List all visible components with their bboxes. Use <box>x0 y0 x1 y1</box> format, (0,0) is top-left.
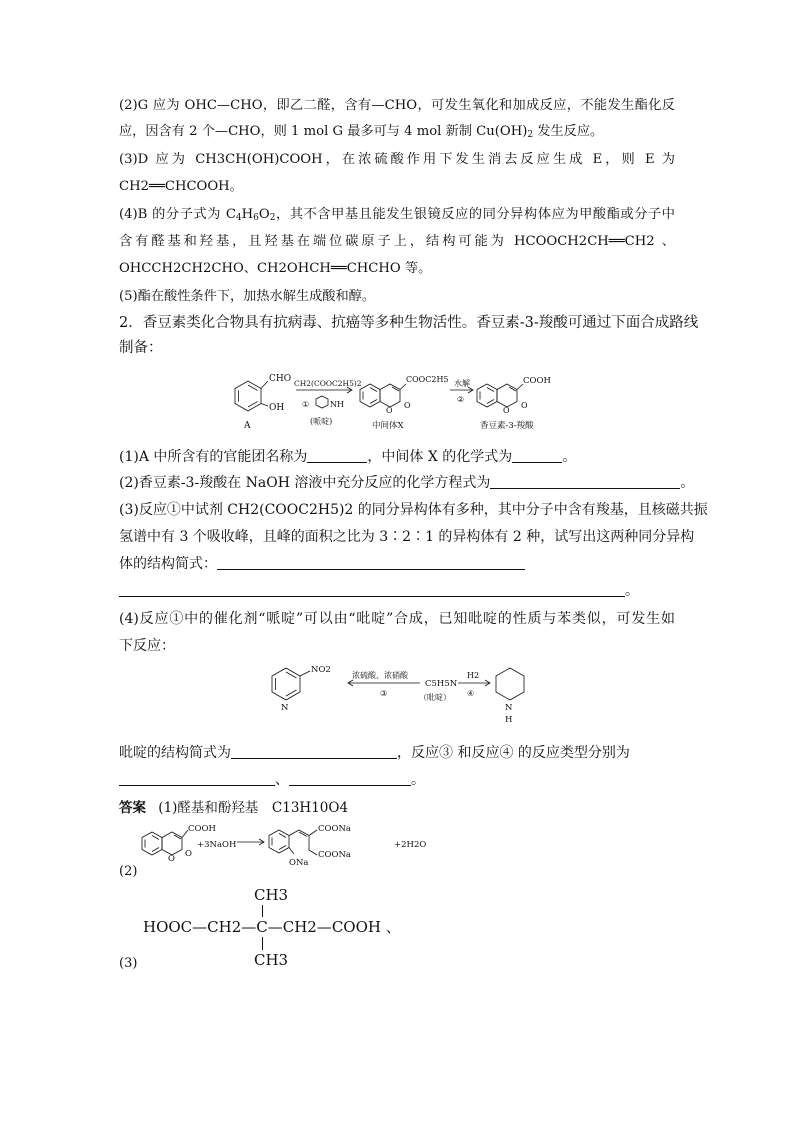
bond-line <box>262 905 263 917</box>
oh-label: OH <box>269 403 285 413</box>
intermediate-label: 中间体X <box>372 421 404 431</box>
oxygen-label: O <box>521 401 528 410</box>
answer-label: 答案 <box>119 800 146 816</box>
hydrogen-label: H <box>505 715 513 725</box>
text-line: CH2══CHCOOH。 <box>119 179 243 194</box>
cooh-label: COOH <box>188 824 216 834</box>
nitrogen-label: N <box>281 703 289 713</box>
product-label: 香豆素-3-羧酸 <box>480 421 534 431</box>
answer-blank[interactable] <box>231 745 397 759</box>
answer-blank[interactable] <box>217 556 525 570</box>
subquestion-3: (3)反应①中试剂 CH2(COOC2H5)2 的同分异构体有多种，其中分子中含有羧基，且核磁共振 <box>119 502 708 518</box>
methyl-bottom: CH3 <box>254 951 289 969</box>
reagent-label: CH2(COOC2H5)2 <box>294 379 362 388</box>
water-label: +2H2O <box>394 840 427 850</box>
oxygen-label: O <box>404 401 411 410</box>
oxygen-label: O <box>386 406 393 415</box>
answer-3-structure: HOOC—CH2—C—CH2—COOH 、 <box>143 918 401 936</box>
text-line: 应，因含有 2 个—CHO，则 1 mol G 最多可与 4 mol 新制 $Cu(OH)_2$ 发生反应。 <box>119 124 604 140</box>
answer-3-label: (3) <box>119 956 138 971</box>
bond-line <box>262 937 263 950</box>
subquestion-4: 下反应： <box>119 638 175 654</box>
answer-blank[interactable] <box>512 449 562 463</box>
text-line: OHCCH2CH2CHO、CH2OHCH══CHCHO 等。 <box>119 261 432 276</box>
text-line: (5)酯在酸性条件下，加热水解生成酸和醇。 <box>119 289 376 304</box>
answer-blank[interactable] <box>307 449 367 463</box>
subquestion-4: 、 。 <box>119 771 425 789</box>
answer-blank[interactable] <box>119 583 625 597</box>
step-label: ④ <box>467 689 475 698</box>
subquestion-3: 。 <box>119 582 639 600</box>
answer-2-label: (2) <box>119 864 138 879</box>
reagent-label: 水解 <box>454 379 470 388</box>
text-line: 含有醛基和羟基，且羟基在端位碳原子上，结构可能为 HCOOCH2CH══CH2 、 <box>119 234 675 249</box>
step-label: ① <box>302 400 310 409</box>
nitrogen-label: N <box>505 703 513 713</box>
answer-line: 答案 (1)醛基和酚羟基 C13H10O4 <box>119 800 349 816</box>
subquestion-1: (1)A 中所含有的官能团名称为 ，中间体 X 的化学式为 。 <box>119 449 577 465</box>
synthesis-scheme <box>228 368 568 438</box>
ona-label: ONa <box>289 858 309 868</box>
text-line: (3)D 应为 CH3CH(OH)COOH，在浓硫酸作用下发生消去反应生成 E，则 E 为 <box>119 152 675 167</box>
oxygen-label: O <box>168 854 175 864</box>
step-label: ② <box>457 395 465 404</box>
subquestion-4: 吡啶的结构简式为 ，反应③ 和反应④ 的反应类型分别为 <box>119 745 630 761</box>
subquestion-4: (4)反应①中的催化剂“哌啶”可以由“吡啶”合成，已知吡啶的性质与苯类似，可发生如 <box>119 611 675 627</box>
compound-a-label: A <box>244 421 251 431</box>
reagent-label: +3NaOH <box>197 840 237 850</box>
answer-2-equation <box>119 820 449 882</box>
pyridine-formula: C5H5N <box>425 679 458 689</box>
text-line: (2)G 应为 OHC—CHO，即乙二醛，含有—CHO，可发生氧化和加成反应，不能发生酯化反 <box>119 98 675 113</box>
catalyst-name: (哌啶) <box>310 417 333 426</box>
pyridine-scheme <box>260 658 540 730</box>
answer-blank[interactable] <box>119 772 275 786</box>
oxygen-label: O <box>503 406 510 415</box>
oxygen-label: O <box>185 849 192 859</box>
question-intro: 制备： <box>119 340 163 356</box>
subquestion-3: 氢谱中有 3 个吸收峰，且峰的面积之比为 3∶2∶1 的异构体有 2 种，试写出这两种同分异构 <box>119 529 695 545</box>
ester-label: COOC2H5 <box>406 375 449 384</box>
answer-blank[interactable] <box>490 475 680 489</box>
subquestion-3: 体的结构简式： <box>119 555 525 573</box>
question-intro: 2．香豆素类化合物具有抗病毒、抗癌等多种生物活性。香豆素-3-羧酸可通过下面合成路线 <box>119 315 699 331</box>
methyl-top: CH3 <box>254 886 289 904</box>
coona-label: COONa <box>318 824 351 834</box>
no2-label: NO2 <box>311 665 331 675</box>
reagent-label: H2 <box>467 671 480 680</box>
subquestion-2: (2)香豆素-3-羧酸在 NaOH 溶液中充分反应的化学方程式为 。 <box>119 475 695 491</box>
answer-blank[interactable] <box>289 772 411 786</box>
text-line: (4)B 的分子式为 $C_4H_6O_2$，其不含甲基且能发生银镜反应的同分异构体应为甲酸酯或分子中 <box>119 207 675 223</box>
nh-label: NH <box>330 400 344 409</box>
pyridine-name: （吡啶） <box>419 693 451 702</box>
reagent-label: 浓硫酸、浓硝酸 <box>352 671 408 680</box>
cho-label: CHO <box>269 374 292 384</box>
cooh-label: COOH <box>523 376 551 386</box>
step-label: ③ <box>380 689 388 698</box>
coona-label: COONa <box>318 850 351 860</box>
